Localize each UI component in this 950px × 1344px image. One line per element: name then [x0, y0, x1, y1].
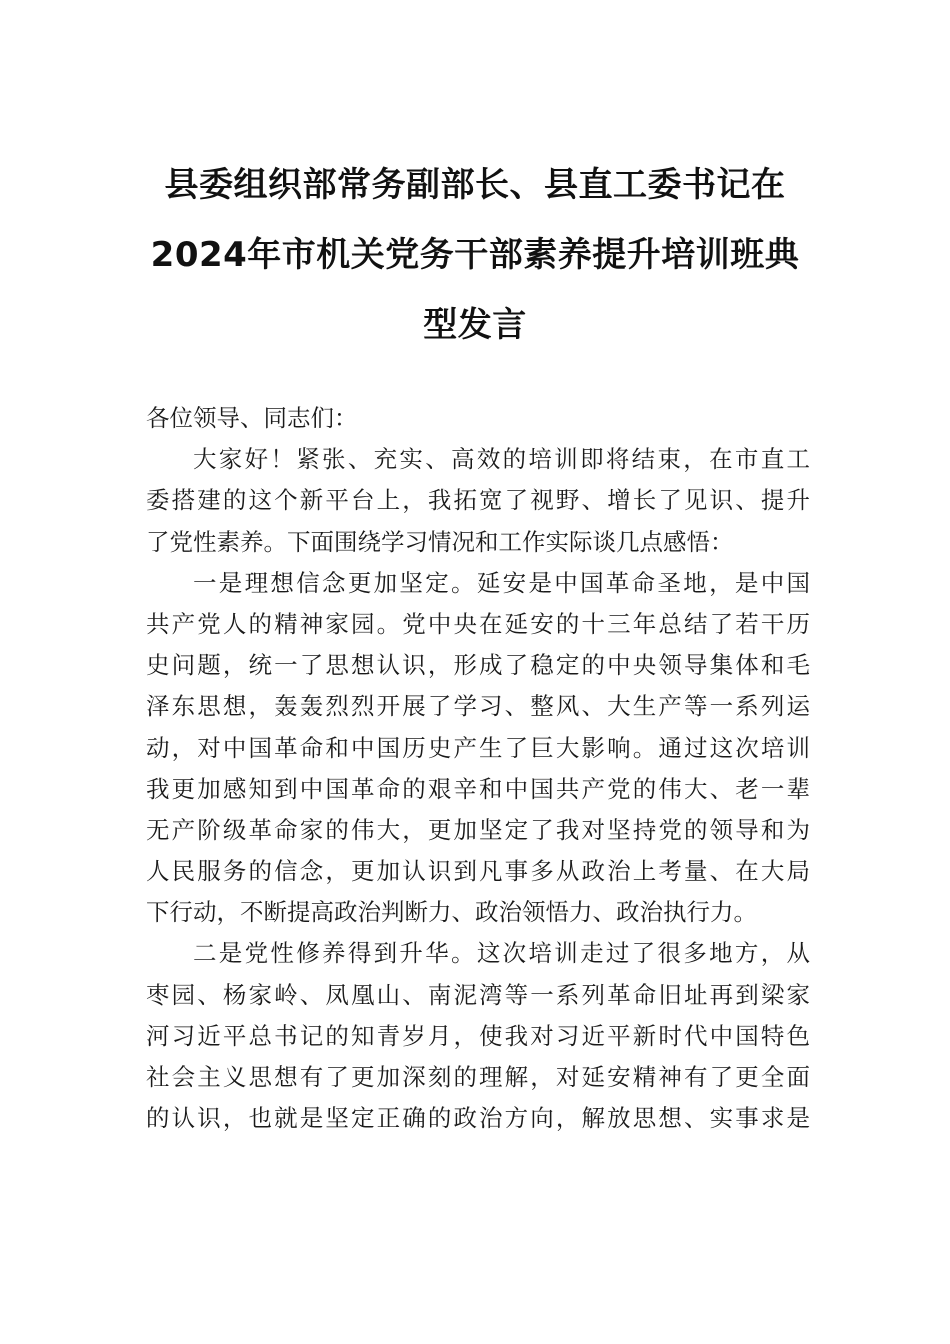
paragraph-3-line: 的认识，也就是坚定正确的政治方向，解放思想、实事求是 [146, 1104, 810, 1133]
document-body [146, 398, 810, 1139]
salutation: 各位领导、同志们： [146, 404, 358, 432]
paragraph-3-line: 社会主义思想有了更加深刻的理解，对延安精神有了更全面 [146, 1063, 810, 1091]
paragraph-2-line: 人民服务的信念，更加认识到凡事多从政治上考量、在大局 [146, 857, 810, 886]
paragraph-2-line: 动，对中国革命和中国历史产生了巨大影响。通过这次培训 [146, 733, 810, 762]
document-title [140, 150, 810, 360]
paragraph-1-line: 委搭建的这个新平台上，我拓宽了视野、增长了见识、提升 [146, 486, 810, 515]
title-line-3: 型发言 [423, 305, 527, 345]
paragraph-2-line: 无产阶级革命家的伟大，更加坚定了我对坚持党的领导和为 [146, 815, 810, 844]
paragraph-2-line: 一是理想信念更加坚定。延安是中国革命圣地，是中国 [193, 568, 810, 597]
title-line-2: 2024年市机关党务干部素养提升培训班典 [150, 235, 800, 275]
paragraph-3-line: 二是党性修养得到升华。这次培训走过了很多地方，从 [193, 939, 810, 968]
title-line-1: 县委组织部常务副部长、县直工委书记在 [164, 165, 786, 205]
paragraph-2-line: 史问题，统一了思想认识，形成了稳定的中央领导集体和毛 [146, 651, 810, 680]
paragraph-2-line: 泽东思想，轰轰烈烈开展了学习、整风、大生产等一系列运 [146, 692, 810, 721]
paragraph-1-line: 了党性素养。下面围绕学习情况和工作实际谈几点感悟： [146, 527, 734, 556]
paragraph-2-line: 我更加感知到中国革命的艰辛和中国共产党的伟大、老一辈 [146, 774, 810, 803]
paragraph-1-line: 大家好！紧张、充实、高效的培训即将结束，在市直工 [193, 445, 810, 474]
paragraph-3-line: 枣园、杨家岭、凤凰山、南泥湾等一系列革命旧址再到梁家 [146, 980, 810, 1009]
paragraph-2-line: 共产党人的精神家园。党中央在延安的十三年总结了若干历 [146, 609, 810, 638]
paragraph-3-line: 河习近平总书记的知青岁月，使我对习近平新时代中国特色 [146, 1021, 810, 1050]
paragraph-2-line: 下行动，不断提高政治判断力、政治领悟力、政治执行力。 [146, 898, 757, 927]
